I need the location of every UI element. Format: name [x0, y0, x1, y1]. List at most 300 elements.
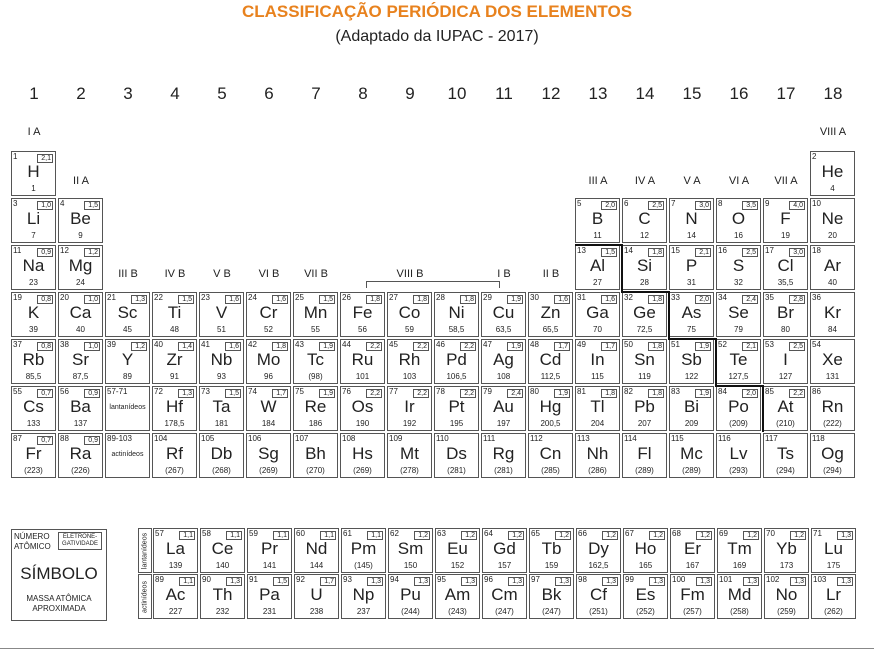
atomic-mass: 178,5 — [164, 419, 185, 428]
atomic-mass: 14 — [687, 231, 696, 240]
element-cell-ds — [434, 433, 479, 478]
atomic-mass: 72,5 — [636, 325, 653, 334]
atomic-mass: 87,5 — [72, 372, 89, 381]
atomic-number: 106 — [248, 434, 262, 443]
atomic-mass: 200,5 — [540, 419, 561, 428]
electronegativity: 1,2 — [743, 531, 759, 540]
atomic-number: 47 — [483, 340, 492, 349]
atomic-number: 32 — [624, 293, 633, 302]
element-symbol: Pa — [259, 585, 280, 604]
element-cell-u — [294, 574, 339, 619]
element-cell-sr — [58, 339, 103, 384]
element-symbol: Ce — [211, 539, 234, 558]
atomic-mass: 232 — [215, 607, 230, 616]
element-cell-si — [622, 245, 667, 290]
element-cell-ti — [152, 292, 197, 337]
bottom-rule — [0, 648, 874, 649]
element-symbol: B — [591, 209, 604, 228]
atomic-number: 78 — [436, 387, 445, 396]
atomic-mass: 63,5 — [495, 325, 512, 334]
element-cell-p — [669, 245, 714, 290]
atomic-mass: 184 — [261, 419, 276, 428]
atomic-number: 2 — [812, 152, 817, 161]
atomic-mass: 157 — [497, 561, 512, 570]
atomic-number: 50 — [624, 340, 633, 349]
element-symbol: Ho — [634, 539, 657, 558]
element-cell-be — [58, 198, 103, 243]
atomic-mass: (268) — [212, 466, 231, 475]
electronegativity: 1,9 — [554, 389, 570, 398]
electronegativity: 1,3 — [837, 531, 853, 540]
electronegativity: 2,2 — [789, 389, 805, 398]
element-symbol: Ga — [586, 303, 609, 322]
element-symbol: Bi — [683, 397, 700, 416]
element-cell-fl — [622, 433, 667, 478]
group-number: 8 — [358, 84, 368, 103]
atomic-mass: 169 — [732, 561, 747, 570]
atomic-mass: 140 — [215, 561, 230, 570]
electronegativity: 3,5 — [742, 201, 758, 210]
atomic-mass: 175 — [826, 561, 841, 570]
legend-electronegativity: ELETRONE-GATIVIDADE — [58, 532, 102, 550]
atomic-number: 36 — [812, 293, 821, 302]
element-cell-co — [387, 292, 432, 337]
atomic-number: 81 — [577, 387, 586, 396]
lanthanides-series-label: lantanídeos — [138, 528, 152, 573]
element-symbol: Th — [212, 585, 233, 604]
element-symbol: Cf — [590, 585, 607, 604]
element-cell-og — [810, 433, 855, 478]
legend-key — [11, 529, 107, 621]
atomic-mass: 127,5 — [728, 372, 749, 381]
element-cell-po — [716, 386, 761, 431]
element-cell-s — [716, 245, 761, 290]
atomic-number: 8 — [718, 199, 723, 208]
element-cell-ru — [340, 339, 385, 384]
atomic-number: 52 — [718, 340, 727, 349]
element-cell-xe — [810, 339, 855, 384]
group-label: I A — [27, 126, 41, 138]
atomic-number: 112 — [530, 434, 543, 443]
electronegativity: 1,3 — [414, 577, 430, 586]
table-subtitle: (Adaptado da IUPAC - 2017) — [335, 28, 539, 45]
element-symbol: Rb — [22, 350, 45, 369]
group-label: VI A — [728, 175, 750, 187]
element-cell-fe — [340, 292, 385, 337]
element-symbol: Re — [304, 397, 327, 416]
electronegativity: 1,2 — [414, 531, 430, 540]
electronegativity: 2,0 — [695, 295, 711, 304]
electronegativity: 1,5 — [601, 248, 617, 257]
atomic-number: 70 — [766, 529, 775, 538]
element-cell-lr — [811, 574, 856, 619]
element-cell-se — [716, 292, 761, 337]
element-symbol: Og — [821, 444, 844, 463]
atomic-mass: 122 — [684, 372, 699, 381]
electronegativity: 1,8 — [648, 389, 664, 398]
atomic-mass: 20 — [828, 231, 837, 240]
atomic-number: 27 — [389, 293, 398, 302]
atomic-mass: 16 — [734, 231, 743, 240]
table-title: CLASSIFICAÇÃO PERIÓDICA DOS ELEMENTOS — [241, 2, 633, 21]
atomic-mass: 19 — [781, 231, 790, 240]
element-cell-sm — [388, 528, 433, 573]
atomic-number: 42 — [248, 340, 257, 349]
atomic-mass: 59 — [405, 325, 414, 334]
element-cell-ge — [622, 292, 667, 337]
element-cell-mc — [669, 433, 714, 478]
series-name: lantanídeos — [109, 404, 146, 411]
element-symbol: Yb — [776, 539, 797, 558]
element-cell-pa — [247, 574, 292, 619]
atomic-number: 69 — [719, 529, 728, 538]
atomic-number: 12 — [60, 246, 69, 255]
group-label: IV A — [634, 175, 656, 187]
element-cell-ca — [58, 292, 103, 337]
element-cell-dy — [576, 528, 621, 573]
electronegativity: 0,7 — [37, 389, 53, 398]
element-symbol: Hs — [352, 444, 373, 463]
element-cell-ne — [810, 198, 855, 243]
element-cell-mn — [293, 292, 338, 337]
atomic-number: 33 — [671, 293, 680, 302]
series-placeholder — [105, 386, 150, 431]
element-cell-re — [293, 386, 338, 431]
atomic-number: 111 — [483, 434, 496, 443]
element-cell-ni — [434, 292, 479, 337]
electronegativity: 0,9 — [84, 389, 100, 398]
element-cell-la — [153, 528, 198, 573]
electronegativity: 1,8 — [648, 342, 664, 351]
element-symbol: O — [731, 209, 746, 228]
atomic-number: 83 — [671, 387, 680, 396]
atomic-mass: (259) — [777, 607, 796, 616]
atomic-number: 38 — [60, 340, 69, 349]
atomic-number: 46 — [436, 340, 445, 349]
atomic-number: 54 — [812, 340, 821, 349]
atomic-mass: 137 — [73, 419, 88, 428]
element-cell-zr — [152, 339, 197, 384]
atomic-number: 59 — [249, 529, 258, 538]
element-cell-in — [575, 339, 620, 384]
element-cell-al — [575, 245, 620, 290]
atomic-mass: 80 — [781, 325, 790, 334]
element-symbol: Co — [398, 303, 421, 322]
atomic-number: 3 — [13, 199, 18, 208]
electronegativity: 1,2 — [84, 248, 100, 257]
atomic-number: 103 — [813, 575, 827, 584]
atomic-mass: 195 — [449, 419, 464, 428]
element-cell-w — [246, 386, 291, 431]
electronegativity: 0,9 — [84, 436, 100, 445]
element-cell-au — [481, 386, 526, 431]
element-symbol: Ar — [824, 256, 841, 275]
atomic-mass: (222) — [823, 419, 842, 428]
element-cell-tm — [717, 528, 762, 573]
element-symbol: I — [783, 350, 788, 369]
group-number: 16 — [729, 84, 749, 103]
element-cell-gd — [482, 528, 527, 573]
element-cell-mg — [58, 245, 103, 290]
atomic-mass: 115 — [591, 372, 604, 381]
atomic-number: 21 — [107, 293, 116, 302]
electronegativity: 1,3 — [837, 577, 853, 586]
electronegativity: 1,9 — [507, 342, 523, 351]
atomic-number: 29 — [483, 293, 492, 302]
element-symbol: Al — [589, 256, 606, 275]
atomic-number: 22 — [154, 293, 163, 302]
atomic-mass: 101 — [355, 372, 370, 381]
electronegativity: 1,8 — [272, 342, 288, 351]
atomic-mass: (289) — [682, 466, 701, 475]
atomic-number: 58 — [202, 529, 211, 538]
element-cell-cd — [528, 339, 573, 384]
element-symbol: No — [775, 585, 798, 604]
element-cell-n — [669, 198, 714, 243]
element-symbol: Tm — [727, 539, 752, 558]
atomic-number: 48 — [530, 340, 539, 349]
atomic-mass: (247) — [542, 607, 561, 616]
element-cell-lu — [811, 528, 856, 573]
element-symbol: Si — [636, 256, 653, 275]
group-number: 9 — [405, 84, 415, 103]
atomic-mass: 12 — [640, 231, 649, 240]
element-cell-ir — [387, 386, 432, 431]
element-symbol: Bh — [305, 444, 326, 463]
element-symbol: Sb — [681, 350, 702, 369]
element-cell-rf — [152, 433, 197, 478]
electronegativity: 3,0 — [789, 248, 805, 257]
element-cell-sb — [669, 339, 714, 384]
atomic-mass: (289) — [635, 466, 654, 475]
element-cell-tl — [575, 386, 620, 431]
element-symbol: K — [27, 303, 40, 322]
element-symbol: S — [732, 256, 745, 275]
element-symbol: Ba — [70, 397, 91, 416]
element-cell-no — [764, 574, 809, 619]
electronegativity: 0,8 — [37, 342, 53, 351]
atomic-mass: 150 — [403, 561, 418, 570]
element-cell-y — [105, 339, 150, 384]
atomic-mass: 204 — [590, 419, 605, 428]
atomic-mass: 79 — [734, 325, 743, 334]
atomic-mass: 40 — [76, 325, 85, 334]
actinides-series-label: actinídeos — [138, 574, 152, 619]
group-label: III A — [588, 175, 608, 187]
atomic-mass: 23 — [29, 278, 38, 287]
atomic-mass: 89 — [123, 372, 132, 381]
element-symbol: Sc — [117, 303, 138, 322]
element-cell-f — [763, 198, 808, 243]
atomic-number: 80 — [530, 387, 539, 396]
electronegativity: 1,1 — [226, 531, 242, 540]
atomic-number: 107 — [295, 434, 309, 443]
atomic-mass: 231 — [262, 607, 277, 616]
atomic-number: 72 — [154, 387, 163, 396]
element-symbol: Ni — [448, 303, 465, 322]
element-cell-cu — [481, 292, 526, 337]
element-cell-tb — [529, 528, 574, 573]
element-symbol: W — [260, 397, 277, 416]
atomic-number: 35 — [765, 293, 774, 302]
atomic-number: 65 — [531, 529, 540, 538]
element-symbol: H — [27, 162, 40, 181]
atomic-number: 16 — [718, 246, 727, 255]
element-cell-mt — [387, 433, 432, 478]
atomic-number: 28 — [436, 293, 445, 302]
element-cell-na — [11, 245, 56, 290]
element-cell-np — [341, 574, 386, 619]
atomic-mass: (258) — [730, 607, 749, 616]
electronegativity: 2,4 — [507, 389, 523, 398]
element-symbol: Rn — [821, 397, 844, 416]
atomic-mass: 159 — [544, 561, 559, 570]
atomic-number: 39 — [107, 340, 116, 349]
element-symbol: At — [777, 397, 794, 416]
element-symbol: Ac — [165, 585, 186, 604]
element-symbol: F — [780, 209, 791, 228]
atomic-mass: 55 — [311, 325, 320, 334]
atomic-mass: (267) — [165, 466, 184, 475]
electronegativity: 2,8 — [789, 295, 805, 304]
atomic-number: 105 — [201, 434, 215, 443]
atomic-number: 55 — [13, 387, 22, 396]
atomic-mass: 35,5 — [777, 278, 794, 287]
atomic-number: 109 — [389, 434, 403, 443]
atomic-mass: 192 — [402, 419, 417, 428]
group-label: VI B — [258, 268, 280, 280]
atomic-mass: 96 — [264, 372, 273, 381]
element-cell-pd — [434, 339, 479, 384]
atomic-number: 31 — [577, 293, 586, 302]
element-symbol: Pt — [448, 397, 465, 416]
atomic-mass: (244) — [401, 607, 420, 616]
metal-nonmetal-boundary — [621, 291, 668, 293]
atomic-mass: 144 — [309, 561, 324, 570]
atomic-number: 118 — [812, 434, 825, 443]
atomic-number: 114 — [624, 434, 637, 443]
metal-nonmetal-boundary — [668, 338, 715, 340]
element-symbol: Ge — [633, 303, 656, 322]
element-cell-sn — [622, 339, 667, 384]
element-symbol: Tb — [541, 539, 562, 558]
element-cell-tc — [293, 339, 338, 384]
element-symbol: Rg — [492, 444, 515, 463]
atomic-number: 62 — [390, 529, 399, 538]
group-number: 3 — [123, 84, 133, 103]
atomic-mass: 9 — [78, 231, 83, 240]
element-symbol: Ta — [212, 397, 231, 416]
electronegativity: 1,6 — [554, 295, 570, 304]
group-number: 14 — [635, 84, 655, 103]
electronegativity: 2,2 — [460, 389, 476, 398]
element-symbol: Os — [351, 397, 374, 416]
element-symbol: Lr — [825, 585, 842, 604]
electronegativity: 1,3 — [602, 577, 618, 586]
atomic-mass: 45 — [123, 325, 132, 334]
electronegativity: 2,5 — [789, 342, 805, 351]
atomic-mass: 237 — [356, 607, 371, 616]
metal-nonmetal-boundary — [621, 244, 623, 291]
group-number: 2 — [76, 84, 86, 103]
element-cell-rg — [481, 433, 526, 478]
group-label: V B — [213, 268, 231, 280]
element-symbol: V — [215, 303, 228, 322]
element-symbol: Ca — [69, 303, 92, 322]
legend-symbol: SÍMBOLO — [20, 564, 98, 583]
atomic-number: 102 — [766, 575, 780, 584]
atomic-number: 97 — [531, 575, 540, 584]
atomic-mass: 103 — [402, 372, 417, 381]
element-symbol: Rf — [166, 444, 183, 463]
electronegativity: 2,1 — [695, 248, 711, 257]
atomic-number: 66 — [578, 529, 587, 538]
element-symbol: Br — [777, 303, 794, 322]
atomic-mass: (281) — [494, 466, 513, 475]
element-symbol: Pr — [261, 539, 278, 558]
electronegativity: 1,7 — [554, 342, 570, 351]
electronegativity: 1,8 — [413, 295, 429, 304]
element-symbol: Ir — [404, 397, 415, 416]
element-symbol: Es — [635, 585, 656, 604]
atomic-mass: 70 — [593, 325, 602, 334]
element-cell-rn — [810, 386, 855, 431]
group-number: 1 — [29, 84, 39, 103]
element-cell-at — [763, 386, 808, 431]
electronegativity: 1,9 — [695, 342, 711, 351]
atomic-mass: 75 — [687, 325, 696, 334]
element-symbol: Fm — [680, 585, 705, 604]
group-number: 18 — [823, 84, 843, 103]
atomic-number: 92 — [296, 575, 305, 584]
electronegativity: 1,1 — [367, 531, 383, 540]
element-cell-cm — [482, 574, 527, 619]
element-symbol: Mc — [680, 444, 703, 463]
electronegativity: 1,3 — [649, 577, 665, 586]
atomic-number: 51 — [671, 340, 680, 349]
electronegativity: 1,6 — [601, 295, 617, 304]
electronegativity: 1,2 — [602, 531, 618, 540]
group-label: V A — [683, 175, 701, 187]
element-cell-bk — [529, 574, 574, 619]
metal-nonmetal-boundary — [715, 385, 762, 387]
element-cell-bh — [293, 433, 338, 478]
series-placeholder — [105, 433, 150, 478]
atomic-mass: (247) — [495, 607, 514, 616]
electronegativity: 1,2 — [555, 531, 571, 540]
atomic-number: 99 — [625, 575, 634, 584]
atomic-mass: (209) — [729, 419, 748, 428]
electronegativity: 1,0 — [84, 295, 100, 304]
atomic-number: 53 — [765, 340, 774, 349]
atomic-number: 113 — [577, 434, 590, 443]
atomic-mass: 181 — [214, 419, 229, 428]
atomic-number: 77 — [389, 387, 398, 396]
element-symbol: Ds — [446, 444, 467, 463]
electronegativity: 1,3 — [226, 577, 242, 586]
electronegativity: 1,3 — [555, 577, 571, 586]
element-symbol: Dy — [588, 539, 609, 558]
element-symbol: Cs — [23, 397, 44, 416]
element-symbol: Tc — [307, 350, 324, 369]
atomic-mass: 85,5 — [25, 372, 42, 381]
atomic-number: 104 — [154, 434, 168, 443]
atomic-mass: (223) — [24, 466, 43, 475]
element-cell-cn — [528, 433, 573, 478]
atomic-number: 73 — [201, 387, 210, 396]
element-cell-th — [200, 574, 245, 619]
electronegativity: 1,9 — [319, 389, 335, 398]
